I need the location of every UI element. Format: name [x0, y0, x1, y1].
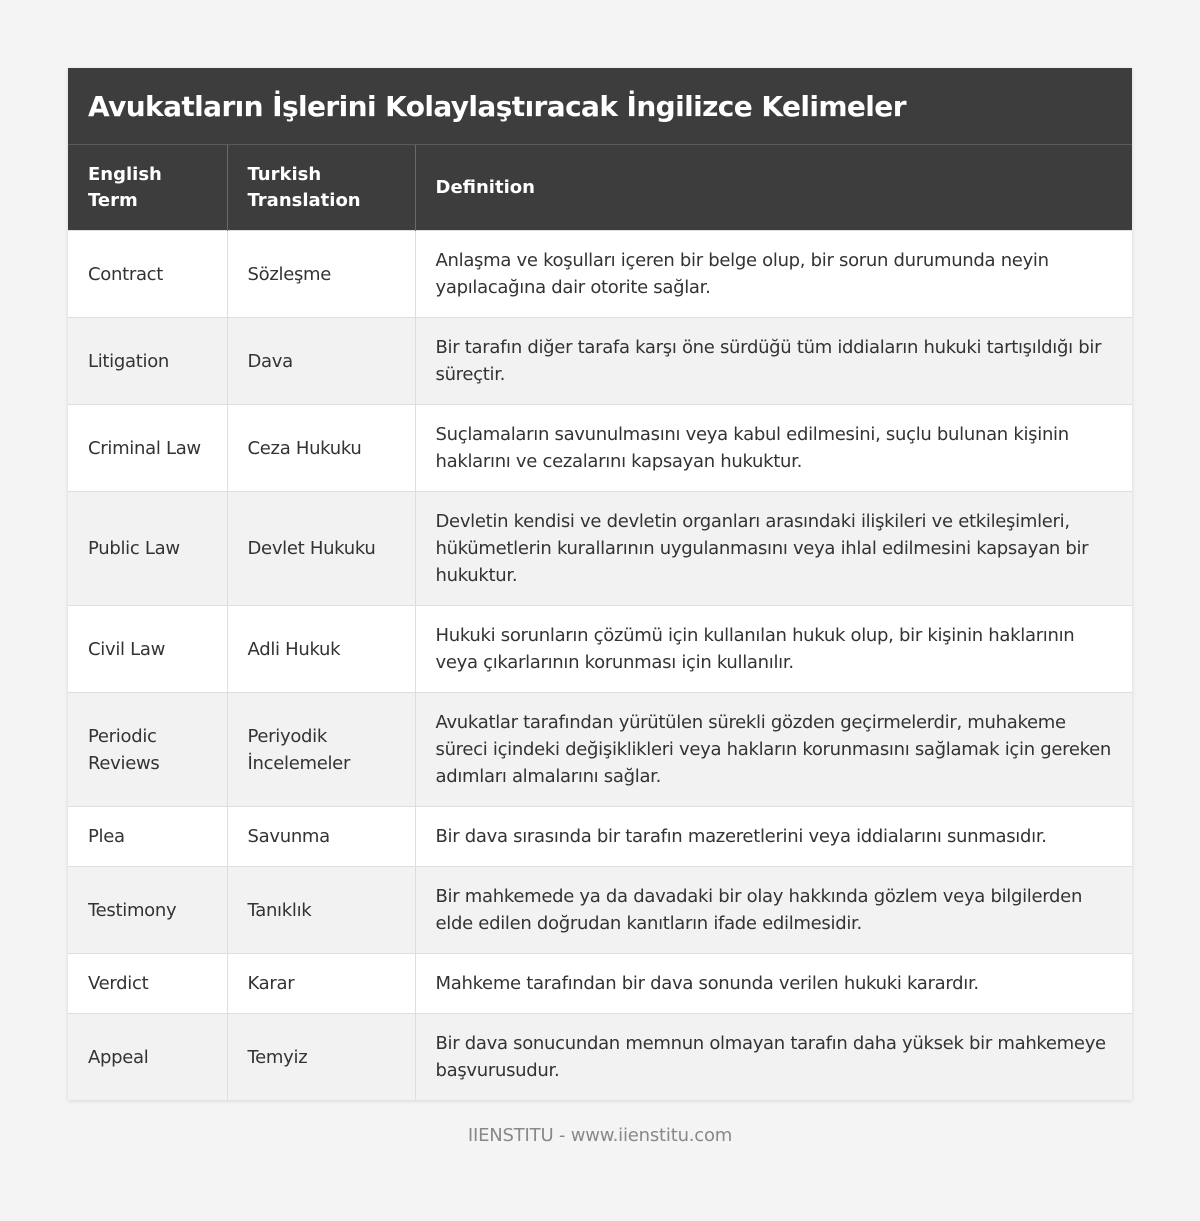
- english-term-cell: Periodic Reviews: [68, 693, 227, 807]
- table-row: [68, 231, 1132, 318]
- english-term-cell: Verdict: [68, 954, 227, 1014]
- definition-cell: Avukatlar tarafından yürütülen sürekli gözden geçirmelerdir, muhakeme süreci içindeki değişiklikleri veya hakların korunmasını sağlamak için gereken adımları almalarını sağlar.: [415, 693, 1132, 807]
- turkish-translation-cell: Dava: [227, 318, 415, 405]
- turkish-translation-cell: Devlet Hukuku: [227, 492, 415, 606]
- turkish-translation-cell: Temyiz: [227, 1014, 415, 1101]
- english-term-cell: Plea: [68, 807, 227, 867]
- table-row: [68, 954, 1132, 1014]
- english-term-cell: Public Law: [68, 492, 227, 606]
- table-row: [68, 405, 1132, 492]
- table-row: [68, 492, 1132, 606]
- definition-cell: Suçlamaların savunulmasını veya kabul edilmesini, suçlu bulunan kişinin haklarını ve cezalarını kapsayan hukuktur.: [415, 405, 1132, 492]
- english-term-cell: Criminal Law: [68, 405, 227, 492]
- table-row: [68, 606, 1132, 693]
- english-term-cell: Civil Law: [68, 606, 227, 693]
- table-row: [68, 867, 1132, 954]
- turkish-translation-cell: Karar: [227, 954, 415, 1014]
- turkish-translation-cell: Ceza Hukuku: [227, 405, 415, 492]
- english-term-cell: Litigation: [68, 318, 227, 405]
- glossary-table: [68, 144, 1132, 1100]
- definition-cell: Bir tarafın diğer tarafa karşı öne sürdüğü tüm iddiaların hukuki tartışıldığı bir süreçtir.: [415, 318, 1132, 405]
- page-title: Avukatların İşlerini Kolaylaştıracak İngilizce Kelimeler: [68, 68, 1132, 144]
- footer-credit: IIENSTITU - www.iienstitu.com: [467, 1125, 733, 1146]
- english-term-cell: Testimony: [68, 867, 227, 954]
- english-term-cell: Appeal: [68, 1014, 227, 1101]
- column-header-turkish: Turkish Translation: [227, 145, 415, 231]
- english-term-cell: Contract: [68, 231, 227, 318]
- turkish-translation-cell: Adli Hukuk: [227, 606, 415, 693]
- definition-cell: Bir dava sırasında bir tarafın mazeretlerini veya iddialarını sunmasıdır.: [415, 807, 1132, 867]
- turkish-translation-cell: Savunma: [227, 807, 415, 867]
- turkish-translation-cell: Tanıklık: [227, 867, 415, 954]
- table-row: [68, 1014, 1132, 1101]
- table-row: [68, 693, 1132, 807]
- turkish-translation-cell: Periyodik İncelemeler: [227, 693, 415, 807]
- definition-cell: Mahkeme tarafından bir dava sonunda verilen hukuki karardır.: [415, 954, 1132, 1014]
- definition-cell: Hukuki sorunların çözümü için kullanılan hukuk olup, bir kişinin haklarının veya çıkarlarının korunması için kullanılır.: [415, 606, 1132, 693]
- table-row: [68, 807, 1132, 867]
- definition-cell: Bir dava sonucundan memnun olmayan tarafın daha yüksek bir mahkemeye başvurusudur.: [415, 1014, 1132, 1101]
- table-header-row: [68, 145, 1132, 231]
- turkish-translation-cell: Sözleşme: [227, 231, 415, 318]
- glossary-card: [68, 68, 1132, 1100]
- definition-cell: Bir mahkemede ya da davadaki bir olay hakkında gözlem veya bilgilerden elde edilen doğrudan kanıtların ifade edilmesidir.: [415, 867, 1132, 954]
- definition-cell: Anlaşma ve koşulları içeren bir belge olup, bir sorun durumunda neyin yapılacağına dair otorite sağlar.: [415, 231, 1132, 318]
- table-row: [68, 318, 1132, 405]
- definition-cell: Devletin kendisi ve devletin organları arasındaki ilişkileri ve etkileşimleri, hükümetlerin kurallarının uygulanmasını veya ihlal edilmesini kapsayan bir hukuktur.: [415, 492, 1132, 606]
- column-header-english: English Term: [68, 145, 227, 231]
- column-header-definition: Definition: [415, 145, 1132, 231]
